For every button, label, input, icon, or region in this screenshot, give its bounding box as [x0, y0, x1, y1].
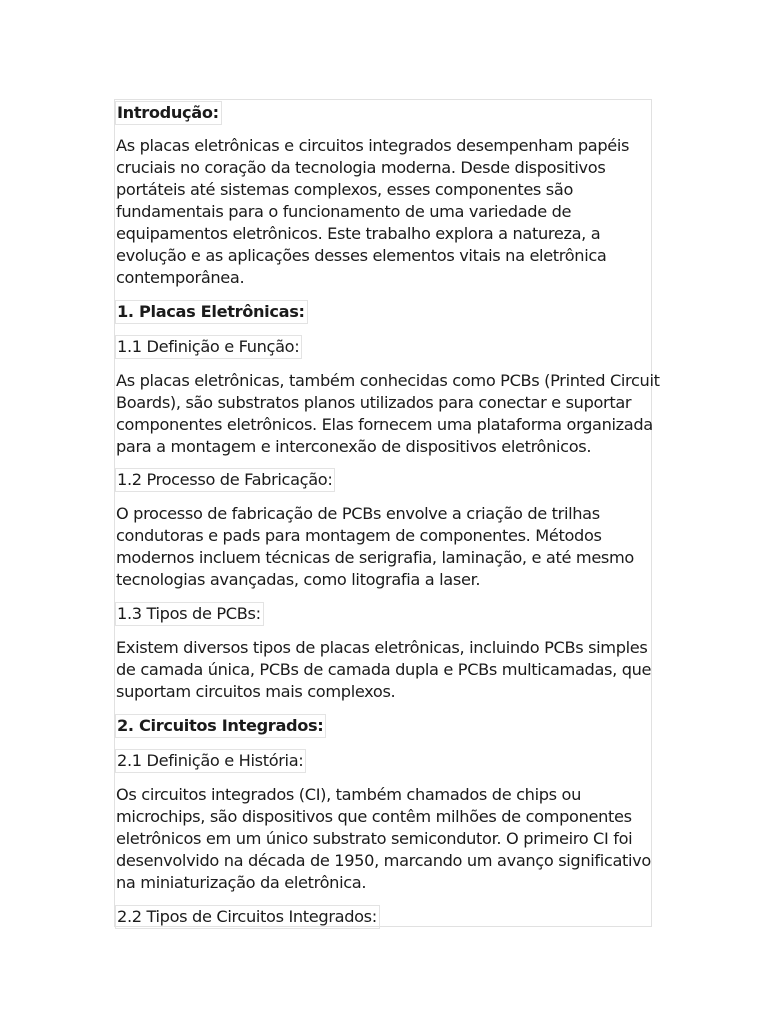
paragraph-line: componentes eletrônicos. Elas fornecem uma plataforma organizada	[116, 415, 653, 434]
paragraph-line: modernos incluem técnicas de serigrafia, laminação, e até mesmo	[116, 548, 634, 567]
paragraph-line: equipamentos eletrônicos. Este trabalho explora a natureza, a	[116, 224, 601, 243]
paragraph-line: tecnologias avançadas, como litografia a laser.	[116, 570, 481, 589]
subsection-1-2-paragraph	[116, 503, 634, 591]
subsection-1-3-paragraph	[116, 637, 651, 703]
paragraph-line: Boards), são substratos planos utilizados para conectar e suportar	[116, 393, 632, 412]
paragraph-line: condutoras e pads para montagem de componentes. Métodos	[116, 526, 602, 545]
subsection-2-1-title: 2.1 Definição e História:	[115, 749, 306, 773]
paragraph-line: O processo de fabricação de PCBs envolve a criação de trilhas	[116, 504, 600, 523]
paragraph-line: suportam circuitos mais complexos.	[116, 682, 396, 701]
subsection-2-1-paragraph	[116, 784, 651, 894]
subsection-2-2-title: 2.2 Tipos de Circuitos Integrados:	[115, 905, 380, 929]
paragraph-line: evolução e as aplicações desses elementos vitais na eletrônica	[116, 246, 607, 265]
paragraph-line: desenvolvido na década de 1950, marcando um avanço significativo	[116, 851, 651, 870]
paragraph-line: de camada única, PCBs de camada dupla e PCBs multicamadas, que	[116, 660, 652, 679]
intro-heading: Introdução:	[115, 101, 222, 125]
subsection-1-1-paragraph	[116, 370, 660, 458]
paragraph-line: na miniaturização da eletrônica.	[116, 873, 367, 892]
paragraph-line: Existem diversos tipos de placas eletrônicas, incluindo PCBs simples	[116, 638, 648, 657]
paragraph-line: contemporânea.	[116, 268, 245, 287]
paragraph-line: fundamentais para o funcionamento de uma variedade de	[116, 202, 572, 221]
paragraph-line: microchips, são dispositivos que contêm milhões de componentes	[116, 807, 632, 826]
intro-paragraph	[116, 135, 629, 289]
paragraph-line: As placas eletrônicas, também conhecidas como PCBs (Printed Circuit	[116, 371, 660, 390]
subsection-1-3-title: 1.3 Tipos de PCBs:	[115, 602, 264, 626]
paragraph-line: para a montagem e interconexão de dispositivos eletrônicos.	[116, 437, 592, 456]
paragraph-line: cruciais no coração da tecnologia moderna. Desde dispositivos	[116, 158, 606, 177]
paragraph-line: eletrônicos em um único substrato semicondutor. O primeiro CI foi	[116, 829, 633, 848]
paragraph-line: Os circuitos integrados (CI), também chamados de chips ou	[116, 785, 581, 804]
subsection-1-1-title: 1.1 Definição e Função:	[115, 335, 302, 359]
section-2-heading: 2. Circuitos Integrados:	[115, 714, 326, 738]
section-1-heading: 1. Placas Eletrônicas:	[115, 300, 308, 324]
subsection-1-2-title: 1.2 Processo de Fabricação:	[115, 468, 335, 492]
paragraph-line: portáteis até sistemas complexos, esses componentes são	[116, 180, 574, 199]
paragraph-line: As placas eletrônicas e circuitos integrados desempenham papéis	[116, 136, 630, 155]
